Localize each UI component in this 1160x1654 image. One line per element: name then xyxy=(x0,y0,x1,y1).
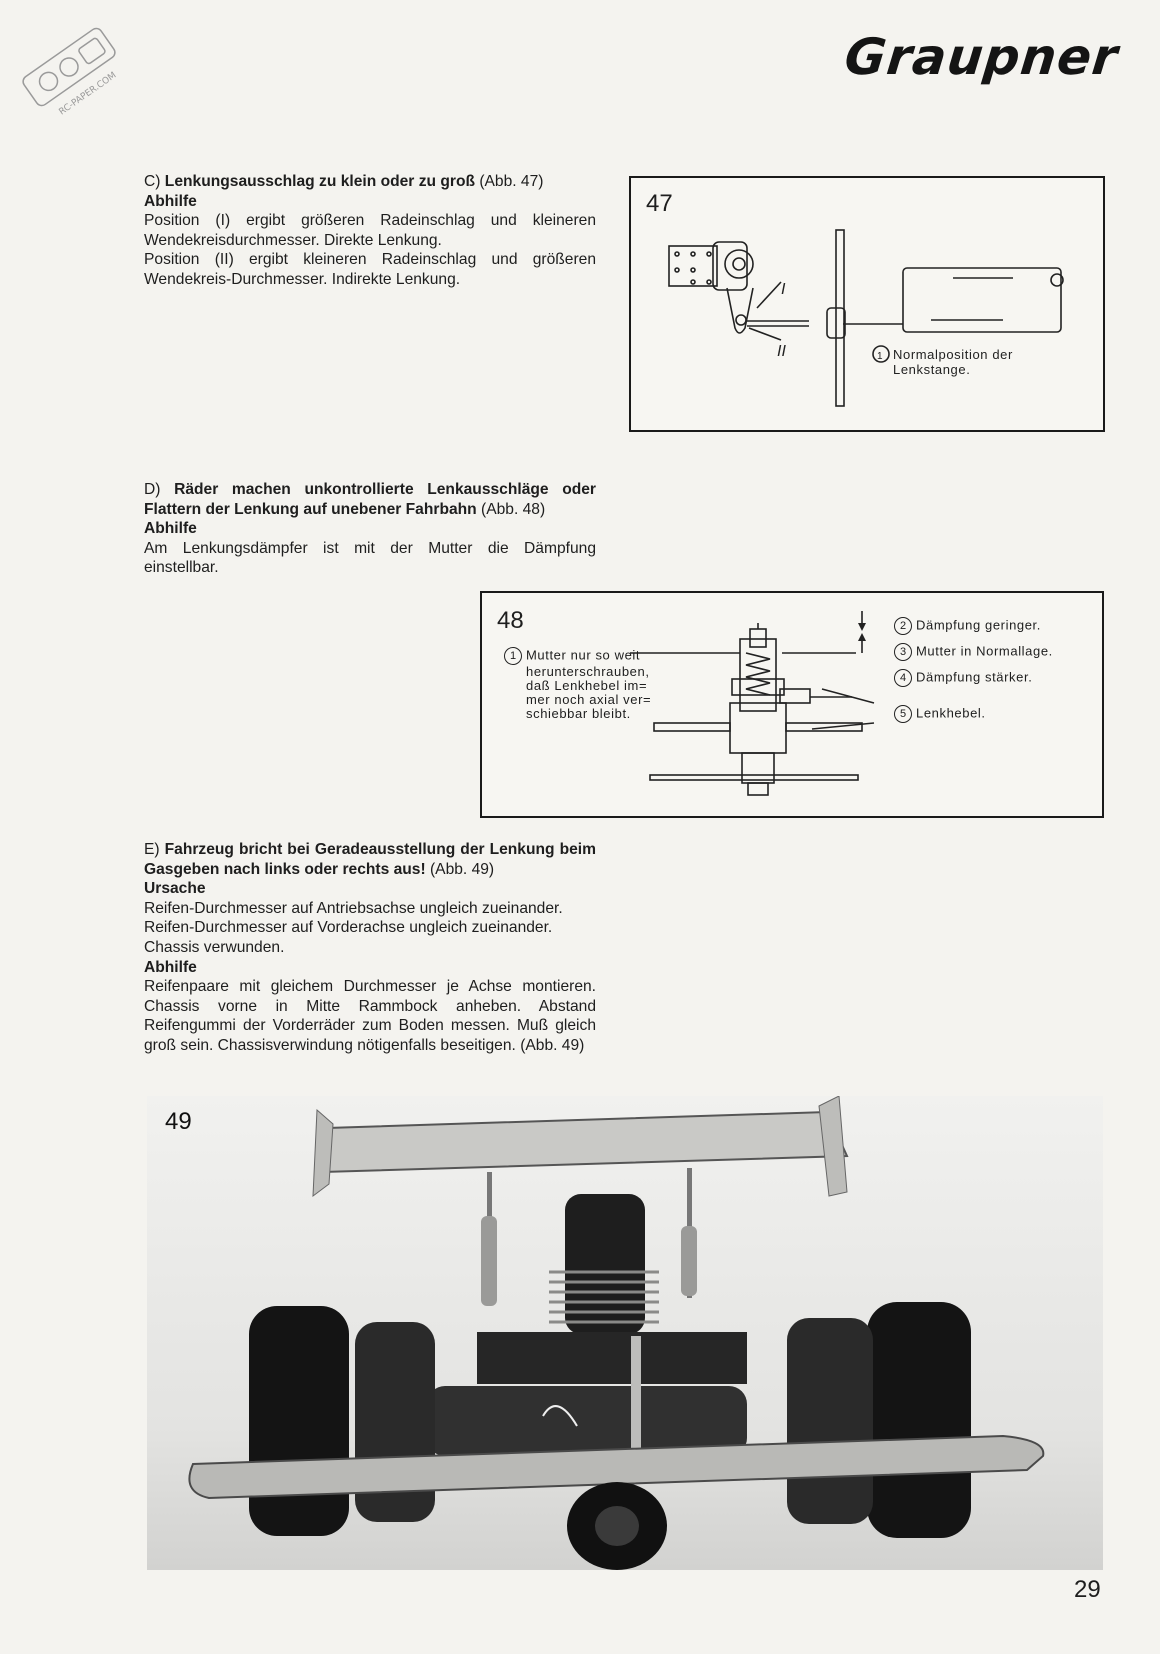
figure-49-number: 49 xyxy=(165,1108,192,1135)
section-d-heading: D) Räder machen unkontrollierte Lenkausschläge oder Flattern der Lenkung auf unebener Fahrbahn (Abb. 48) xyxy=(144,481,596,518)
svg-text:II: II xyxy=(777,343,786,360)
svg-text:I: I xyxy=(781,281,786,298)
section-c-text-2: Position (II) ergibt kleineren Radeinschlag und größeren Wendekreis-Durchmesser. Indirekte Lenkung. xyxy=(144,251,596,288)
section-e-cause-1: Reifen-Durchmesser auf Antriebsachse ungleich zueinander. xyxy=(144,899,563,917)
figure-47-number: 47 xyxy=(646,190,673,217)
figure-48-note-3: 3 Mutter in Normallage. xyxy=(894,643,1053,661)
section-d-text: Am Lenkungsdämpfer ist mit der Mutter die Dämpfung einstellbar. xyxy=(144,539,596,577)
section-c-remedy-heading: Abhilfe xyxy=(144,192,197,210)
section-e-remedy-heading: Abhilfe xyxy=(144,958,197,976)
brand-logo: Graupner xyxy=(841,28,1122,86)
figure-48-note-4: 4 Dämpfung stärker. xyxy=(894,669,1032,687)
section-e-cause-2: Reifen-Durchmesser auf Vorderachse ungleich zueinander. xyxy=(144,919,553,937)
figure-49-photo xyxy=(147,1096,1103,1570)
section-d xyxy=(144,480,596,578)
section-e-cause-heading: Ursache xyxy=(144,880,206,898)
section-e xyxy=(144,840,596,1056)
figure-48 xyxy=(480,591,1104,818)
figure-48-note-5: 5 Lenkhebel. xyxy=(894,705,986,723)
page-number: 29 xyxy=(1074,1576,1101,1603)
rc-car-image xyxy=(147,1096,1103,1570)
section-c xyxy=(144,172,596,290)
svg-text:Lenkstange.: Lenkstange. xyxy=(893,362,971,377)
section-c-heading: C) Lenkungsausschlag zu klein oder zu groß (Abb. 47) xyxy=(144,173,544,190)
section-e-cause-3: Chassis verwunden. xyxy=(144,938,285,956)
figure-48-note-1: 1 Mutter nur so weit herunterschrauben, daß Lenkhebel im= mer noch axial ver= schiebbar bleibt. xyxy=(504,647,684,721)
figure-48-note-2: 2 Dämpfung geringer. xyxy=(894,617,1041,635)
steering-diagram xyxy=(631,178,1103,430)
svg-text:1: 1 xyxy=(877,351,883,362)
section-e-heading: E) Fahrzeug bricht bei Geradeausstellung der Lenkung beim Gasgeben nach links oder rechts aus! (Abb. 49) xyxy=(144,841,596,878)
section-d-remedy-heading: Abhilfe xyxy=(144,520,197,538)
figure-48-number: 48 xyxy=(497,607,524,634)
svg-text:RC-PAPER.COM: RC-PAPER.COM xyxy=(57,70,119,118)
section-c-text-1: Position (I) ergibt größeren Radeinschlag und kleineren Wendekreisdurchmesser. Direkte Lenkung. xyxy=(144,212,596,249)
section-e-remedy-text: Reifenpaare mit gleichem Durchmesser je Achse montieren. Chassis vorne in Mitte Rammbock anheben. Abstand Reifengummi der Vorderräder zum Boden messen. Muß gleich groß sein. Chassisverwindung nötigenfalls beseitigen. (Abb. 49) xyxy=(144,978,596,1054)
watermark-stamp xyxy=(14,12,124,122)
svg-text:Normalposition der: Normalposition der xyxy=(893,347,1013,362)
figure-47 xyxy=(629,176,1105,432)
